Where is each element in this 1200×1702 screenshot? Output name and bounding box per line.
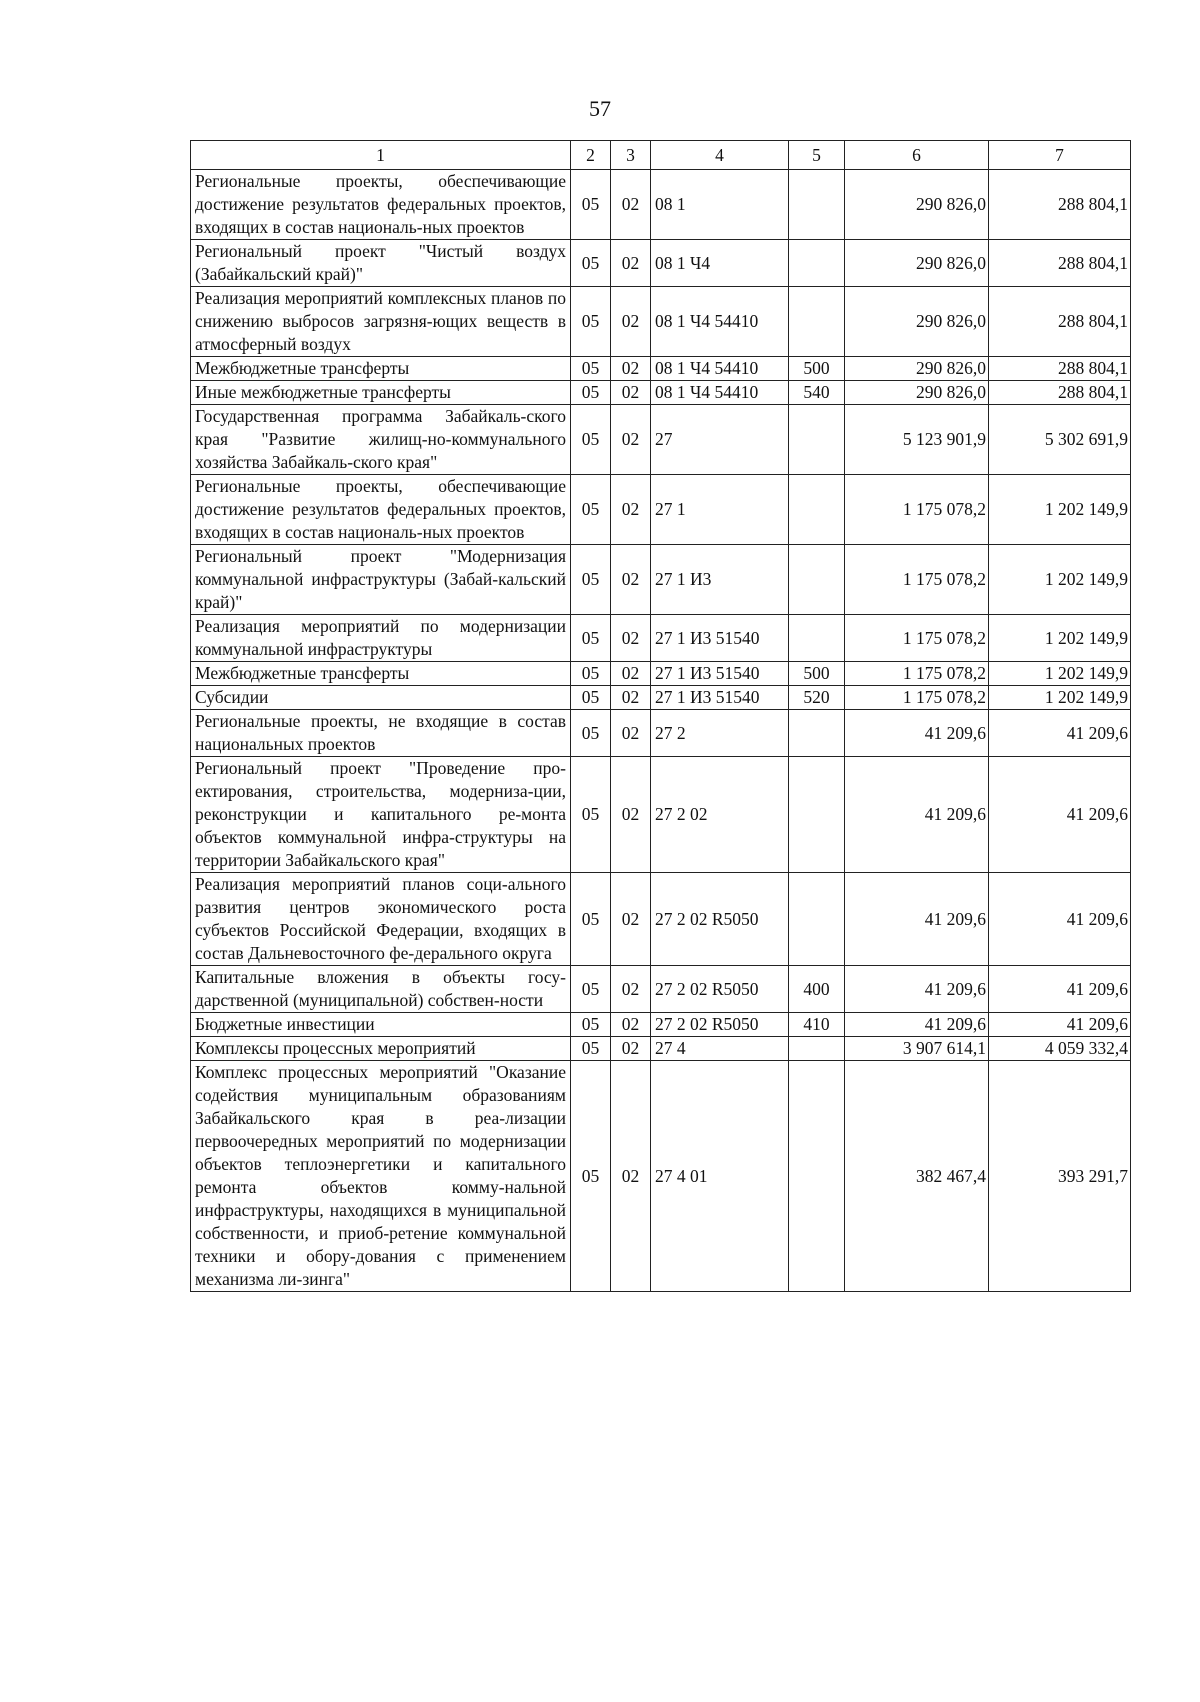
row-amount-year-2: 41 209,6 [989, 873, 1131, 966]
row-amount-year-1: 382 467,4 [845, 1061, 989, 1292]
header-col-5: 5 [789, 141, 845, 170]
row-amount-year-2: 1 202 149,9 [989, 686, 1131, 710]
row-amount-year-2: 288 804,1 [989, 357, 1131, 381]
row-amount-year-2: 288 804,1 [989, 287, 1131, 357]
row-expense-type: 400 [789, 966, 845, 1013]
row-amount-year-2: 1 202 149,9 [989, 662, 1131, 686]
row-subsection: 02 [611, 545, 651, 615]
row-subsection: 02 [611, 287, 651, 357]
row-target-code: 27 1 И3 51540 [651, 662, 789, 686]
row-amount-year-1: 290 826,0 [845, 170, 989, 240]
row-expense-type [789, 240, 845, 287]
row-amount-year-1: 290 826,0 [845, 381, 989, 405]
row-name: Капитальные вложения в объекты госу-дарственной (муниципальной) собствен-ности [191, 966, 571, 1013]
row-amount-year-2: 1 202 149,9 [989, 615, 1131, 662]
row-amount-year-2: 288 804,1 [989, 240, 1131, 287]
row-expense-type: 500 [789, 357, 845, 381]
row-name: Бюджетные инвестиции [191, 1013, 571, 1037]
row-expense-type [789, 873, 845, 966]
row-amount-year-2: 5 302 691,9 [989, 405, 1131, 475]
row-subsection: 02 [611, 405, 651, 475]
row-section: 05 [571, 710, 611, 757]
table-row [191, 170, 1131, 240]
row-target-code: 27 2 02 R5050 [651, 1013, 789, 1037]
row-target-code: 08 1 Ч4 54410 [651, 357, 789, 381]
row-target-code: 27 [651, 405, 789, 475]
row-amount-year-1: 3 907 614,1 [845, 1037, 989, 1061]
row-amount-year-1: 1 175 078,2 [845, 662, 989, 686]
row-section: 05 [571, 1013, 611, 1037]
row-subsection: 02 [611, 873, 651, 966]
budget-table [190, 140, 1131, 1292]
row-target-code: 27 1 И3 51540 [651, 686, 789, 710]
row-expense-type: 520 [789, 686, 845, 710]
row-name: Государственная программа Забайкаль-ского края "Развитие жилищ-но-коммунального хозяйства Забайкаль-ского края" [191, 405, 571, 475]
row-target-code: 27 1 И3 51540 [651, 615, 789, 662]
row-section: 05 [571, 170, 611, 240]
table-row [191, 966, 1131, 1013]
row-target-code: 27 4 [651, 1037, 789, 1061]
row-expense-type [789, 287, 845, 357]
row-section: 05 [571, 475, 611, 545]
row-name: Реализация мероприятий планов соци-ального развития центров экономического роста субъектов Российской Федерации, входящих в состав Дальневосточного фе-дерального округа [191, 873, 571, 966]
header-col-7: 7 [989, 141, 1131, 170]
row-subsection: 02 [611, 1061, 651, 1292]
row-amount-year-1: 5 123 901,9 [845, 405, 989, 475]
row-name: Реализация мероприятий по модернизации коммунальной инфраструктуры [191, 615, 571, 662]
row-target-code: 27 1 [651, 475, 789, 545]
row-subsection: 02 [611, 1013, 651, 1037]
row-target-code: 08 1 Ч4 [651, 240, 789, 287]
row-name: Региональные проекты, обеспечивающие достижение результатов федеральных проектов, входящих в состав националь-ных проектов [191, 170, 571, 240]
row-section: 05 [571, 662, 611, 686]
row-subsection: 02 [611, 170, 651, 240]
header-col-3: 3 [611, 141, 651, 170]
row-section: 05 [571, 757, 611, 873]
row-target-code: 27 2 02 [651, 757, 789, 873]
row-subsection: 02 [611, 357, 651, 381]
row-amount-year-1: 41 209,6 [845, 710, 989, 757]
row-name: Межбюджетные трансферты [191, 662, 571, 686]
row-name: Региональный проект "Чистый воздух (Забайкальский край)" [191, 240, 571, 287]
row-name: Региональный проект "Модернизация коммунальной инфраструктуры (Забай-кальский край)" [191, 545, 571, 615]
header-col-4: 4 [651, 141, 789, 170]
row-amount-year-1: 290 826,0 [845, 287, 989, 357]
header-row [191, 141, 1131, 170]
row-amount-year-2: 4 059 332,4 [989, 1037, 1131, 1061]
row-section: 05 [571, 405, 611, 475]
row-section: 05 [571, 287, 611, 357]
row-name: Комплекс процессных мероприятий "Оказание содействия муниципальным образованиям Забайкальского края в реа-лизации первоочередных мероприятий по модернизации объектов теплоэнергетики и капитального ремонта объектов комму-нальной инфраструктуры, находящихся в муниципальной собственности, и приоб-ретение коммунальной техники и обору-дования с применением механизма ли-зинга" [191, 1061, 571, 1292]
row-target-code: 27 1 И3 [651, 545, 789, 615]
row-expense-type [789, 1061, 845, 1292]
row-expense-type [789, 710, 845, 757]
row-amount-year-2: 1 202 149,9 [989, 475, 1131, 545]
row-section: 05 [571, 873, 611, 966]
budget-table-wrapper [190, 140, 1130, 1292]
row-amount-year-1: 41 209,6 [845, 873, 989, 966]
row-amount-year-2: 41 209,6 [989, 757, 1131, 873]
table-body [191, 170, 1131, 1292]
table-row [191, 545, 1131, 615]
row-target-code: 27 2 [651, 710, 789, 757]
table-row [191, 1013, 1131, 1037]
row-target-code: 27 2 02 R5050 [651, 966, 789, 1013]
table-row [191, 475, 1131, 545]
row-expense-type: 540 [789, 381, 845, 405]
row-name: Субсидии [191, 686, 571, 710]
table-row [191, 873, 1131, 966]
row-amount-year-1: 1 175 078,2 [845, 545, 989, 615]
row-subsection: 02 [611, 1037, 651, 1061]
row-amount-year-1: 41 209,6 [845, 757, 989, 873]
row-section: 05 [571, 357, 611, 381]
row-expense-type: 410 [789, 1013, 845, 1037]
row-amount-year-1: 41 209,6 [845, 966, 989, 1013]
row-amount-year-2: 41 209,6 [989, 1013, 1131, 1037]
table-row [191, 357, 1131, 381]
table-row [191, 381, 1131, 405]
row-amount-year-2: 288 804,1 [989, 170, 1131, 240]
row-name: Иные межбюджетные трансферты [191, 381, 571, 405]
row-amount-year-1: 1 175 078,2 [845, 615, 989, 662]
page-number: 57 [589, 96, 611, 121]
row-expense-type [789, 405, 845, 475]
table-row [191, 662, 1131, 686]
row-section: 05 [571, 615, 611, 662]
row-amount-year-2: 288 804,1 [989, 381, 1131, 405]
row-section: 05 [571, 545, 611, 615]
row-amount-year-1: 1 175 078,2 [845, 475, 989, 545]
table-row [191, 1037, 1131, 1061]
row-section: 05 [571, 966, 611, 1013]
table-row [191, 1061, 1131, 1292]
row-section: 05 [571, 686, 611, 710]
row-section: 05 [571, 240, 611, 287]
row-expense-type [789, 757, 845, 873]
row-amount-year-1: 41 209,6 [845, 1013, 989, 1037]
row-target-code: 08 1 [651, 170, 789, 240]
row-subsection: 02 [611, 615, 651, 662]
row-amount-year-2: 1 202 149,9 [989, 545, 1131, 615]
row-subsection: 02 [611, 757, 651, 873]
row-expense-type [789, 1037, 845, 1061]
row-name: Региональный проект "Проведение про-ектирования, строительства, модерниза-ции, реконструкции и капитального ре-монта объектов коммунальной инфра-структуры на территории Забайкальского края" [191, 757, 571, 873]
row-amount-year-2: 41 209,6 [989, 710, 1131, 757]
row-amount-year-1: 290 826,0 [845, 240, 989, 287]
row-expense-type [789, 615, 845, 662]
row-target-code: 08 1 Ч4 54410 [651, 287, 789, 357]
row-section: 05 [571, 1037, 611, 1061]
row-subsection: 02 [611, 966, 651, 1013]
row-amount-year-2: 393 291,7 [989, 1061, 1131, 1292]
row-subsection: 02 [611, 475, 651, 545]
header-col-1: 1 [191, 141, 571, 170]
table-row [191, 686, 1131, 710]
row-target-code: 27 2 02 R5050 [651, 873, 789, 966]
row-target-code: 27 4 01 [651, 1061, 789, 1292]
table-row [191, 240, 1131, 287]
row-expense-type: 500 [789, 662, 845, 686]
row-name: Межбюджетные трансферты [191, 357, 571, 381]
row-name: Региональные проекты, не входящие в состав национальных проектов [191, 710, 571, 757]
row-expense-type [789, 475, 845, 545]
row-section: 05 [571, 1061, 611, 1292]
row-expense-type [789, 545, 845, 615]
table-row [191, 287, 1131, 357]
header-col-6: 6 [845, 141, 989, 170]
row-name: Региональные проекты, обеспечивающие достижение результатов федеральных проектов, входящих в состав националь-ных проектов [191, 475, 571, 545]
row-name: Реализация мероприятий комплексных планов по снижению выбросов загрязня-ющих веществ в атмосферный воздух [191, 287, 571, 357]
row-subsection: 02 [611, 381, 651, 405]
row-amount-year-1: 1 175 078,2 [845, 686, 989, 710]
row-subsection: 02 [611, 710, 651, 757]
row-amount-year-2: 41 209,6 [989, 966, 1131, 1013]
table-row [191, 405, 1131, 475]
row-section: 05 [571, 381, 611, 405]
row-expense-type [789, 170, 845, 240]
row-name: Комплексы процессных мероприятий [191, 1037, 571, 1061]
table-row [191, 615, 1131, 662]
row-subsection: 02 [611, 662, 651, 686]
row-target-code: 08 1 Ч4 54410 [651, 381, 789, 405]
header-col-2: 2 [571, 141, 611, 170]
row-amount-year-1: 290 826,0 [845, 357, 989, 381]
row-subsection: 02 [611, 686, 651, 710]
table-row [191, 757, 1131, 873]
table-row [191, 710, 1131, 757]
row-subsection: 02 [611, 240, 651, 287]
